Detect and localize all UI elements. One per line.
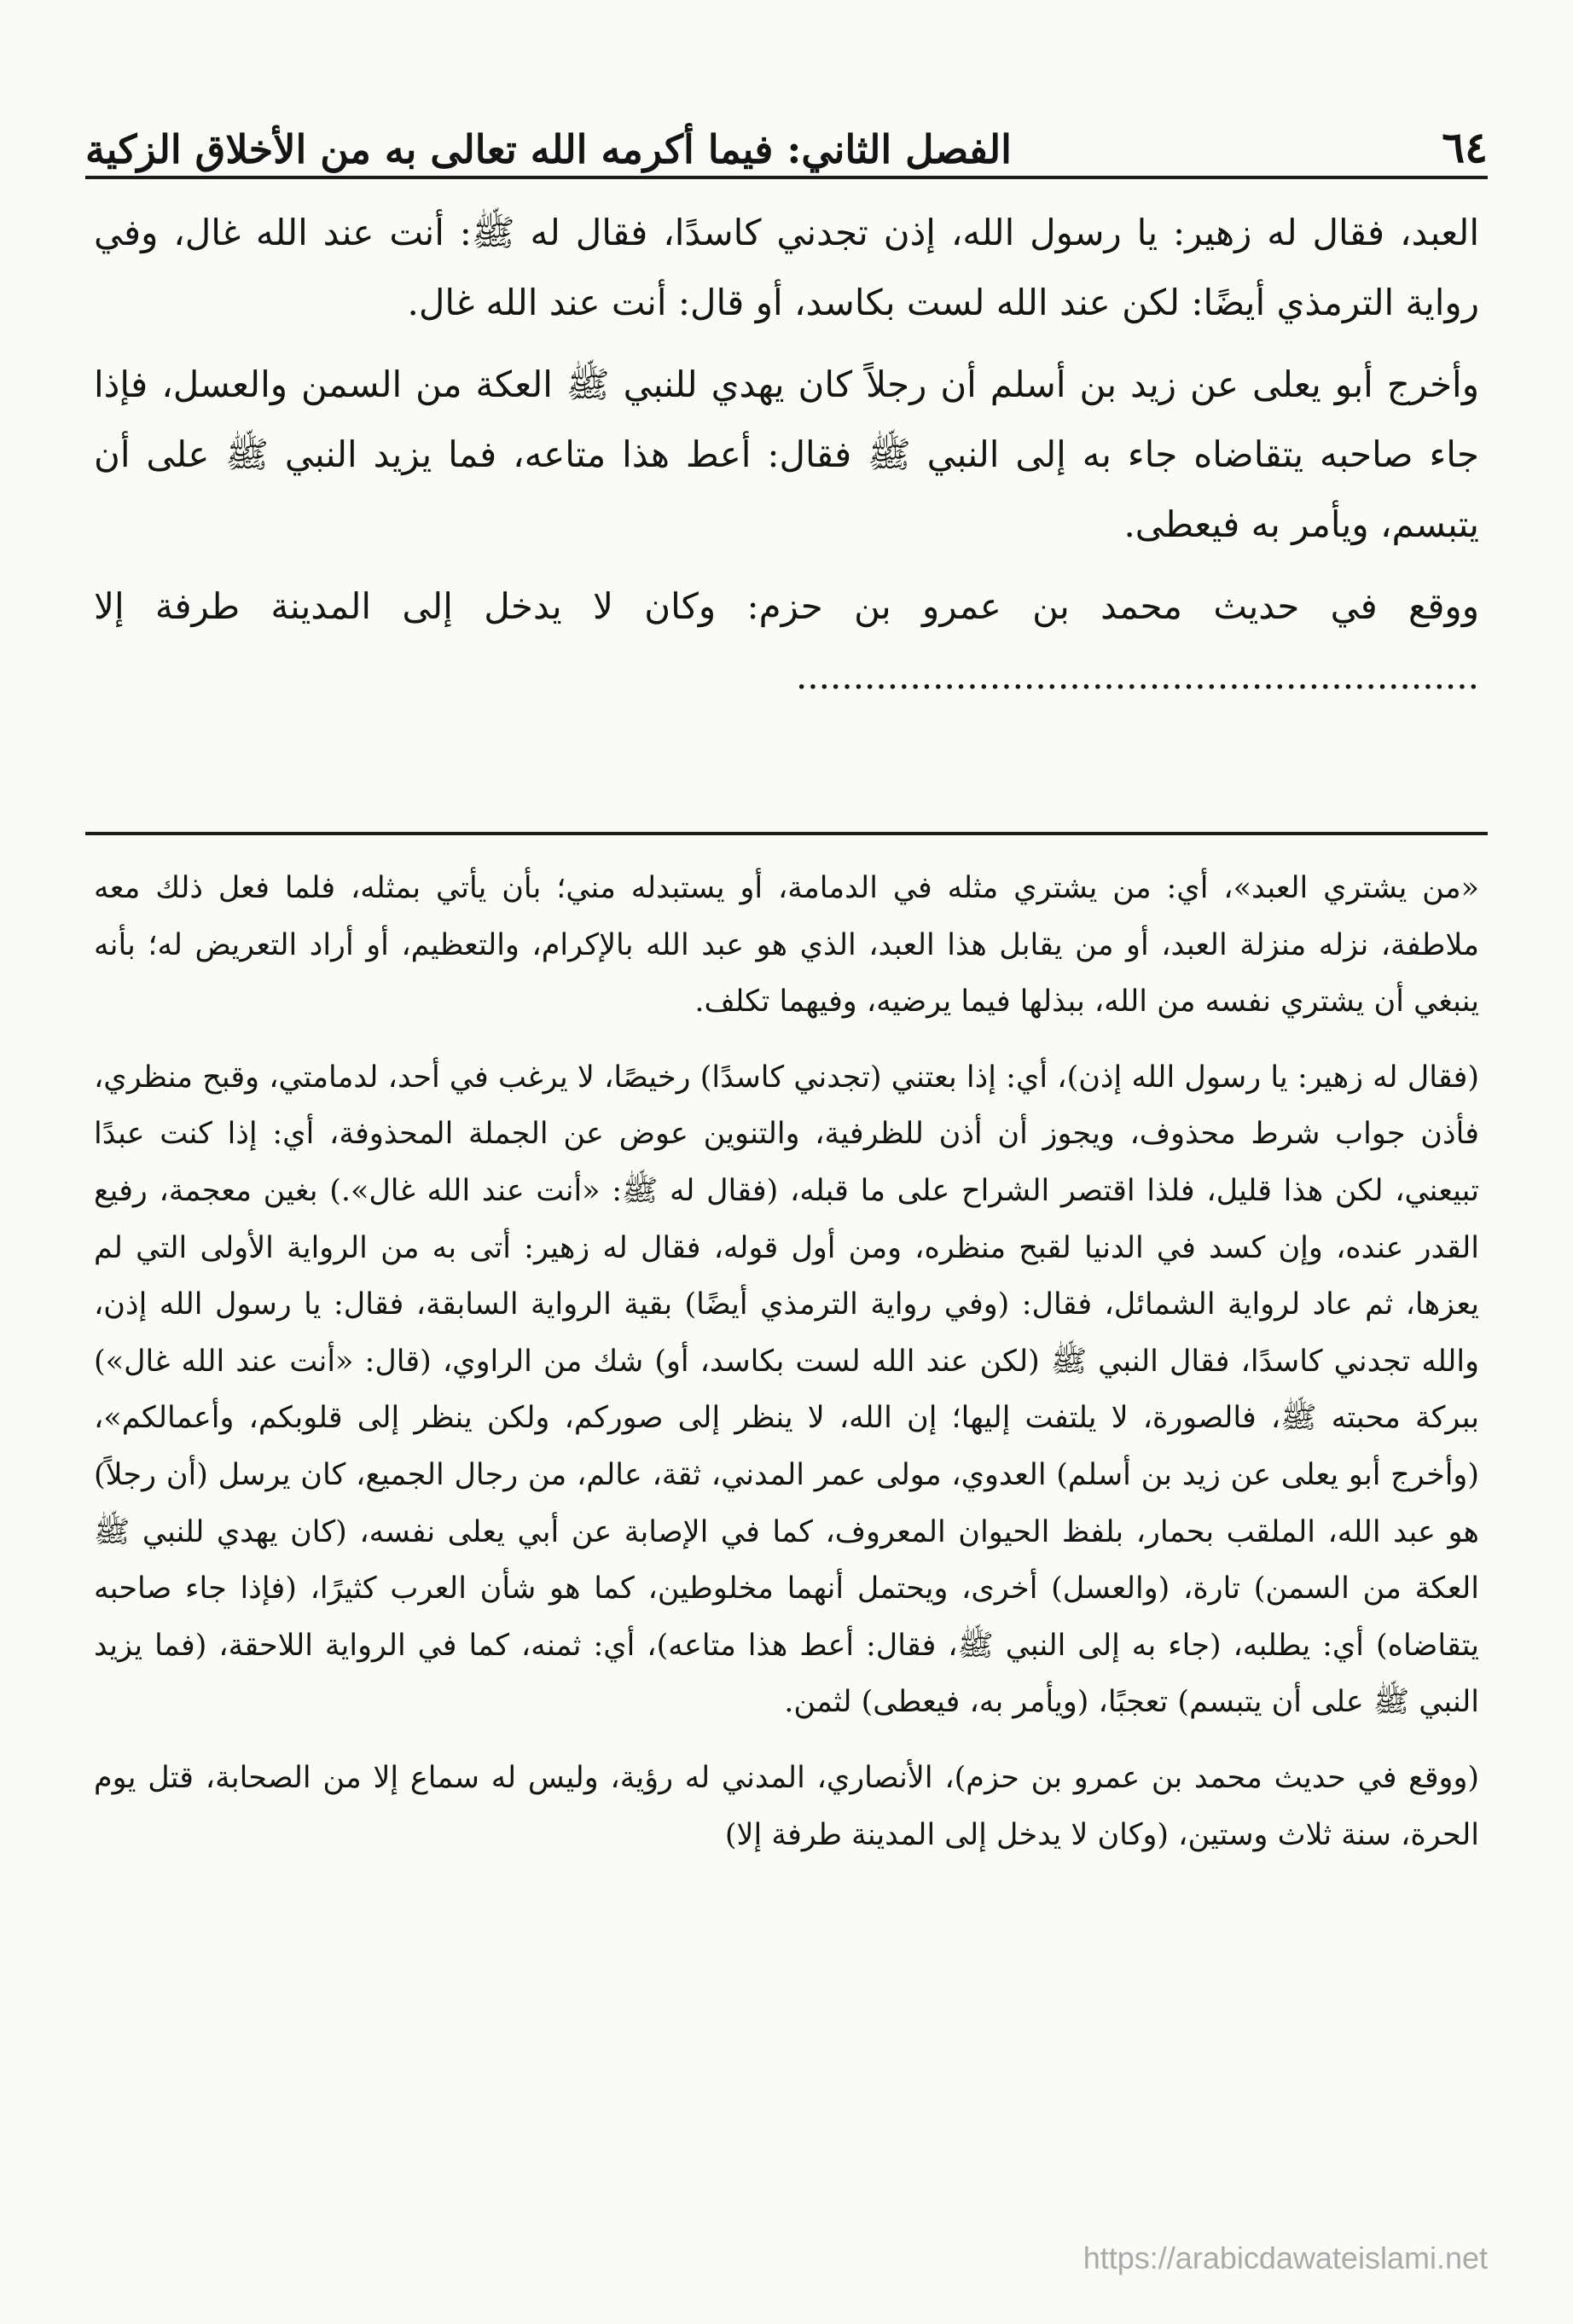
main-paragraph-text: ووقع في حديث محمد بن عمرو بن حزم: وكان لا يدخل إلى المدينة طرفة إلا (94, 585, 1479, 627)
commentary-paragraph: «من يشتري العبد»، أي: من يشتري مثله في الدمامة، أو يستبدله مني؛ بأن يأتي بمثله، فلما فعل ذلك معه ملاطفة، نزله منزلة العبد، أو من يقابل هذا العبد، الذي هو عبد الله بالإكرام، والتعظيم، أو أراد التعريض له؛ بأنه ينبغي أن يشتري نفسه من الله، ببذلها فيما يرضيه، وفيهما تكلف. (94, 871, 1479, 1020)
header-rule (85, 176, 1488, 179)
commentary-paragraph: (ووقع في حديث محمد بن عمرو بن حزم)، الأنصاري، المدني له رؤية، وليس له سماع إلا من الصحابة، قتل يوم الحرة، سنة ثلاث وستين، (وكان لا يدخل إلى المدينة طرفة إلا) (94, 1760, 1479, 1852)
page-header (85, 78, 1488, 172)
watermark: https://arabicdawateislami.net (1083, 2240, 1488, 2275)
commentary (94, 860, 1479, 1882)
main-text (94, 198, 1479, 723)
main-paragraph: وأخرج أبو يعلى عن زيد بن أسلم أن رجلاً كان يهدي للنبي ﷺ العكة من السمن والعسل، فإذا جاء صاحبه يتقاضاه جاء به إلى النبي ﷺ فقال: أعط هذا متاعه، فما يزيد النبي ﷺ على أن يتبسم، ويأمر به فيعطى. (94, 363, 1479, 545)
continuation-dots: ............................................................ (795, 655, 1479, 697)
commentary-paragraph: (فقال له زهير: يا رسول الله إذن)، أي: إذا بعتني (تجدني كاسدًا) رخيصًا، لا يرغب في أحد، لدمامتي، وقبح منظري، فأذن جواب شرط محذوف، ويجوز أن أذن للظرفية، والتنوين عوض عن الجملة المحذوفة، أي: إذا كنت عبدًا تبيعني، لكن هذا قليل، فلذا اقتصر الشراح على ما قبله، (فقال له ﷺ: «أنت عند الله غال».) بغين معجمة، رفيع القدر عنده، وإن كسد في الدنيا لقبح منظره، ومن أول قوله، فقال له زهير: أتى به من الرواية الأولى التي لم يعزها، ثم عاد لرواية الشمائل، فقال: (وفي رواية الترمذي أيضًا) بقية الرواية السابقة، فقال: يا رسول الله إذن، والله تجدني كاسدًا، فقال النبي ﷺ (لكن عند الله لست بكاسد، أو) شك من الراوي، (قال: «أنت عند الله غال») ببركة محبته ﷺ، فالصورة، لا يلتفت إليها؛ إن الله، لا ينظر إلى صوركم، ولكن ينظر إلى قلوبكم، وأعمالكم»، (وأخرج أبو يعلى عن زيد بن أسلم) العدوي، مولى عمر المدني، ثقة، عالم، من رجال الجميع، كان يرسل (أن رجلاً) هو عبد الله، الملقب بحمار، بلفظ الحيوان المعروف، كما في الإصابة عن أبي يعلى نفسه، (كان يهدي للنبي ﷺ العكة من السمن) تارة، (والعسل) أخرى، ويحتمل أنهما مخلوطين، كما هو شأن العرب كثيرًا، (فإذا جاء صاحبه يتقاضاه) أي: يطلبه، (جاء به إلى النبي ﷺ، فقال: أعط هذا متاعه)، أي: ثمنه، كما في الرواية اللاحقة، (فما يزيد النبي ﷺ على أن يتبسم) تعجبًا، (ويأمر به، فيعطى) لثمن. (94, 1060, 1479, 1720)
section-divider (85, 832, 1488, 835)
main-paragraph: العبد، فقال له زهير: يا رسول الله، إذن تجدني كاسدًا، فقال له ﷺ: أنت عند الله غال، وفي رواية الترمذي أيضًا: لكن عند الله لست بكاسد، أو قال: أنت عند الله غال. (94, 212, 1479, 323)
page-number: ٦٤ (1442, 122, 1488, 172)
main-paragraph (94, 572, 1479, 712)
chapter-title: الفصل الثاني: فيما أكرمه الله تعالى به من الأخلاق الزكية (85, 126, 1012, 172)
